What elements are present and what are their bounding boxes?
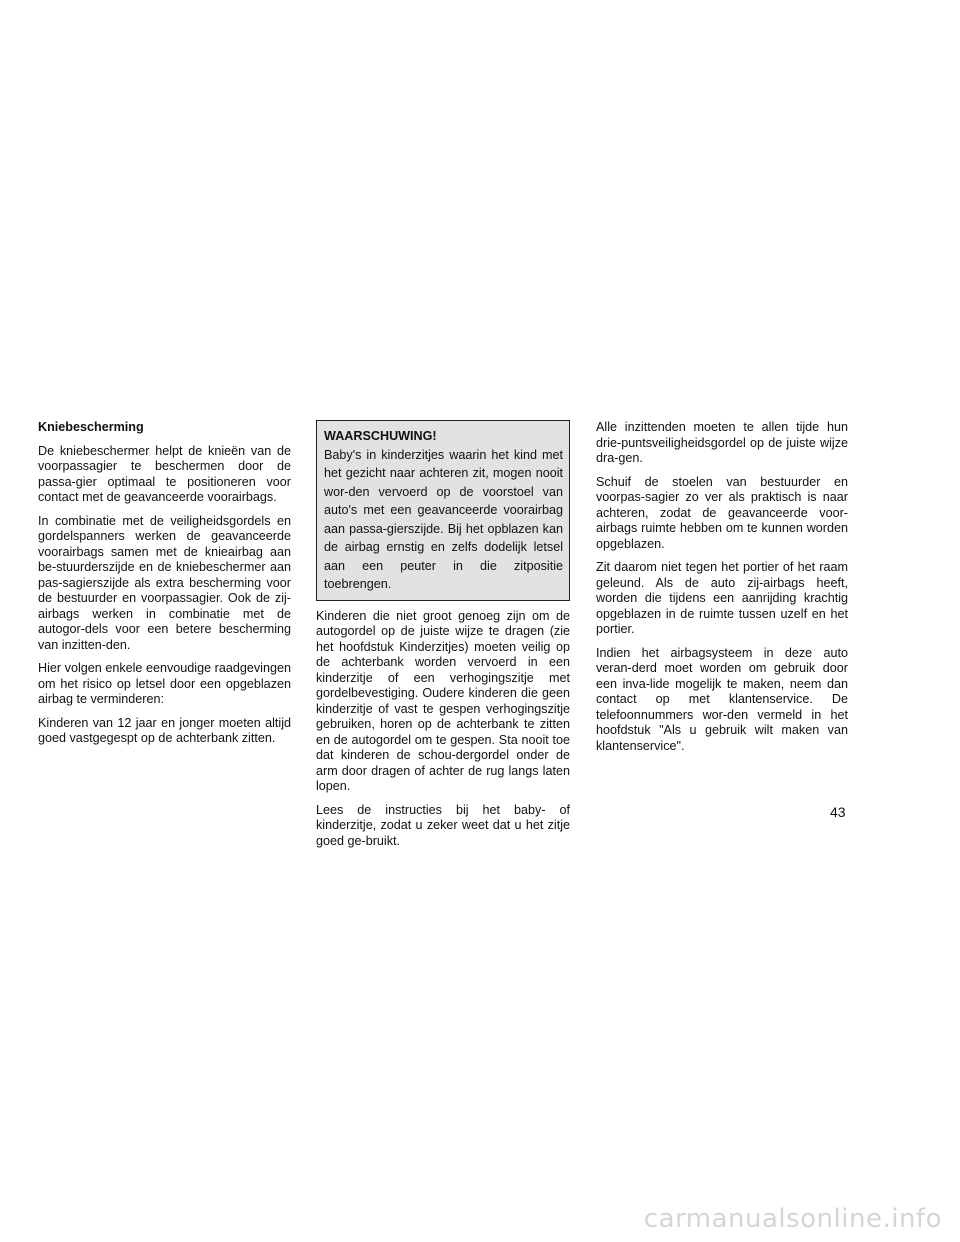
watermark: carmanualsonline.info <box>643 1204 942 1234</box>
paragraph: In combinatie met de veiligheidsgordels en gordelspanners werken de geavanceerde voorairbags samen met de knieairbag aan be-stuurderszijde en de kniebeschermer aan pas-sagierszijde als extra bescherming voor de bestuurder en voorpassagier. Ook de zij-airbags werken in combinatie met de autogor-dels voor een betere bescherming van inzitten-den. <box>38 513 291 652</box>
paragraph: Indien het airbagsysteem in deze auto veran-derd moet worden om gebruik door een inva-lide mogelijk te maken, neem dan contact op met klantenservice. De telefoonnummers wor-den vermeld in het hoofdstuk "Als u gebruik wilt maken van klantenservice". <box>596 645 848 753</box>
paragraph: Kinderen die niet groot genoeg zijn om de autogordel op de juiste wijze te dragen (zie het hoofdstuk Kinderzitjes) moeten veilig op de achterbank worden vervoerd in een kinderzitje of een verhogingszitje met gordelbevestiging. Oudere kinderen die geen kinderzitje of vast te gespen verhogingszitje gebruiken, horen op de achterbank te zitten en de autogordel om te gespen. Sta nooit toe dat kinderen de schou-dergordel onder de arm door dragen of achter de rug langs laten lopen. <box>316 608 570 793</box>
left-column <box>38 420 291 755</box>
paragraph: Alle inzittenden moeten te allen tijde hun drie-puntsveiligheidsgordel op de juiste wijze dra-gen. <box>596 420 848 465</box>
paragraph: Schuif de stoelen van bestuurder en voorpas-sagier zo ver als praktisch is naar achteren, zodat de geavanceerde voor-airbags ruimte hebben om te kunnen worden opgeblazen. <box>596 474 848 551</box>
paragraph: Hier volgen enkele eenvoudige raadgevingen om het risico op letsel door een opgeblazen airbag te verminderen: <box>38 661 291 706</box>
page-number: 43 <box>830 804 846 820</box>
warning-title: WAARSCHUWING! <box>324 429 437 443</box>
paragraph: Lees de instructies bij het baby- of kinderzitje, zodat u zeker weet dat u het zitje goed ge-bruikt. <box>316 802 570 848</box>
paragraph: De kniebeschermer helpt de knieën van de voorpassagier te beschermen door de passa-gier optimaal te positioneren voor contact met de geavanceerde voorairbags. <box>38 443 291 504</box>
paragraph: Kinderen van 12 jaar en jonger moeten altijd goed vastgegespt op de achterbank zitten. <box>38 715 291 745</box>
middle-column <box>316 420 570 857</box>
warning-box <box>316 420 570 601</box>
paragraph: Zit daarom niet tegen het portier of het raam geleund. Als de auto zij-airbags heeft, worden die tijdens een aanrijding krachtig opgeblazen in de ruimte tussen uzelf en het portier. <box>596 560 848 636</box>
right-column <box>596 420 848 762</box>
section-heading: Kniebescherming <box>38 420 144 434</box>
warning-text: Baby's in kinderzitjes waarin het kind met het gezicht naar achteren zit, mogen nooit wor-den vervoerd op de voorstoel van auto's met een geavanceerde voorairbag aan passa-gierszijde. Bij het opblazen kan de airbag ernstig en zelfs dodelijk letsel aan een peuter in die zitpositie toebrengen. <box>324 447 563 591</box>
